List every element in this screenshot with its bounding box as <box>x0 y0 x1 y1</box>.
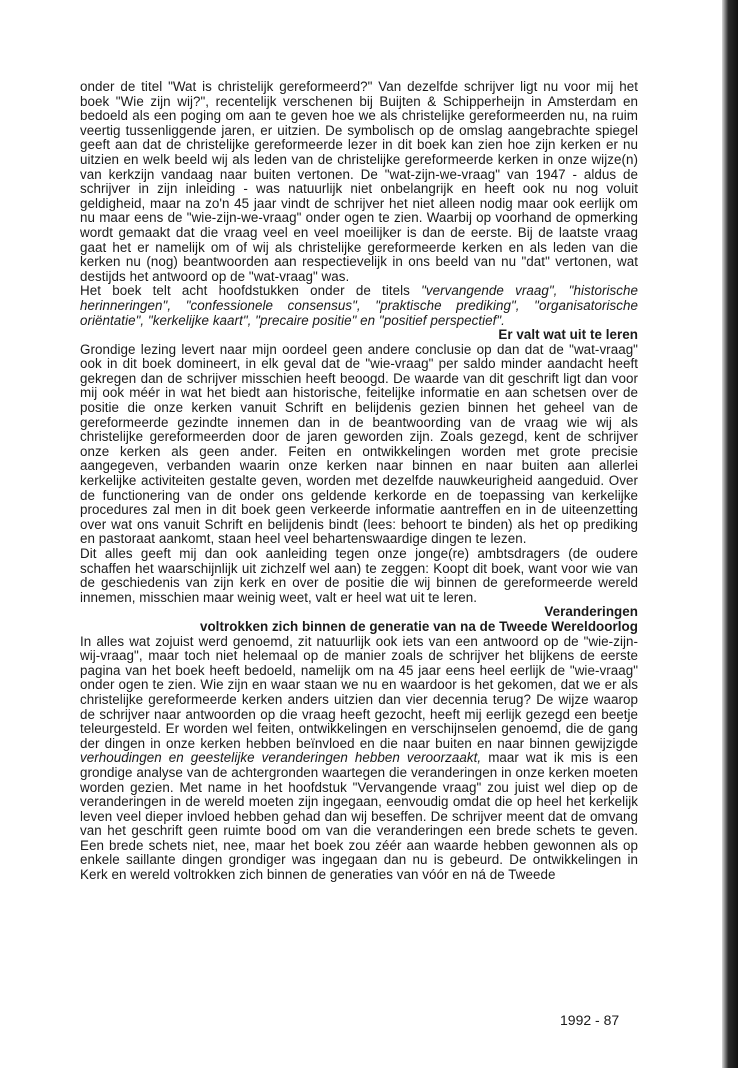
paragraph-2 <box>80 284 638 328</box>
paragraph-4: Dit alles geeft mij dan ook aanleiding tegen onze jonge(re) ambtsdragers (de oudere schaffen het waarschijnlijk uit zichzelf wel aan) te zeggen: Koopt dit boek, want voor wie van de geschiedenis van zijn kerk en over de positie die wij binnen de gereformeerde wereld innemen, misschien maar weinig weet, valt er heel wat uit te leren. <box>80 546 638 605</box>
page-footer: 1992 - 87 <box>560 1012 620 1028</box>
paragraph-1: onder de titel "Wat is christelijk gereformeerd?" Van dezelfde schrijver ligt nu voor mij het boek "Wie zijn wij?", recentelijk verschenen bij Buijten & Schipperheijn in Amsterdam en bedoeld als een poging om aan te geven hoe we als christelijke gereformeerden nu, na ruim veertig tussenliggende jaren, er uitzien. De symbolisch op de omslag aangebrachte spiegel geeft aan dat de christelijke gereformeerde lezer in dit boek kan zien hoe zijn kerken er nu uitzien en welk beeld wij als leden van de christelijke gereformeerde kerken in onze wijze(n) van kerkzijn vandaag naar buiten vertonen. De "wat-zijn-we-vraag" van 1947 - aldus de schrijver in zijn inleiding - was natuurlijk niet onbelangrijk en heeft ook nu nog voluit geldigheid, maar na zo'n 45 jaar vindt de schrijver het niet alleen nodig maar ook eerlijk om nu maar eens de "wie-zijn-we-vraag" onder ogen te zien. Waarbij op voorhand de opmerking wordt gemaakt dat die vraag veel en veel moeilijker is dan de eerste. Bij de laatste vraag gaat het er namelijk om of wij als christelijke gereformeerde kerken en als leden van die kerken nu (nog) beantwoorden aan respectievelijk in ons beeld van nu "dat" vertonen, wat destijds het antwoord op de "wat-vraag" was. <box>80 79 638 284</box>
section-heading-2b: voltrokken zich binnen de generatie van na de Tweede Wereldoorlog <box>199 618 638 634</box>
paragraph-3: Grondige lezing levert naar mijn oordeel geen andere conclusie op dan dat de "wat-vraag" ook in dit boek domineert, in elk geval dat de "wie-vraag" per saldo minder aandacht heeft gekregen dan de schrijver misschien heeft beoogd. De waarde van dit geschrift ligt dan voor mij ook méér in wat het biedt aan historische, feitelijke informatie en aan schetsen over de positie die onze kerken vanuit Schrift en belijdenis gezien binnen het geheel van de gereformeerde gezindte innemen dan in de beantwoording van de vraag wie wij als christelijke gereformeerden door de jaren geworden zijn. Zoals gezegd, kent de schrijver onze kerken als geen ander. Feiten en ontwikkelingen worden met grote precisie aangegeven, verbanden waarin onze kerken naar binnen en naar buiten aan allerlei kerkelijke activiteiten gestalte geven, worden met dezelfde nauwkeurigheid aangeduid. Over de functionering van de onder ons geldende kerkorde en de toepassing van kerkelijke procedures zal men in dit boek geen verkeerde informatie aantreffen en in de uiteenzetting over wat ons vanuit Schrift en belijdenis bindt (lees: behoort te binden) als het op prediking en pastoraat aankomt, staan heel veel behartenswaardige dingen te lezen. <box>80 341 638 547</box>
section-heading-1: Er valt wat uit te leren <box>498 327 638 343</box>
paragraph-5 <box>80 635 638 883</box>
page-binding-edge <box>722 0 738 1068</box>
section-heading-2a: Veranderingen <box>544 604 638 620</box>
paragraph-2-intro: Het boek telt acht hoofdstukken onder de titels <box>80 283 422 299</box>
paragraph-5-italic: verhoudingen en geestelijke veranderingen hebben veroorzaakt, <box>80 750 482 766</box>
chapter-titles: "vervangende vraag", "historische herinneringen", "confessionele consensus", "praktische prediking", "organisatorische oriëntatie", "kerkelijke kaart", "precaire positie" en "positief perspectief". <box>80 283 638 328</box>
article-body <box>80 80 638 883</box>
paragraph-5-part-a: In alles wat zojuist werd genoemd, zit natuurlijk ook iets van een antwoord op de "wie-zijn-wij-vraag", maar toch niet helemaal op de manier zoals de schrijver het blijkens de eerste pagina van het boek heeft bedoeld, namelijk om na 45 jaar eens heel eerlijk de "wie-vraag" onder ogen te zien. Wie zijn en waar staan we nu en waardoor is het gekomen, dat we er als christelijke gereformeerde kerken anders uitzien dan vier decennia terug? De wijze waarop de schrijver naar antwoorden op die vraag heeft gezocht, heeft mij eerlijk gezegd een beetje teleurgesteld. Er worden wel feiten, ontwikkelingen en verschijnselen genoemd, die de gang der dingen in onze kerken hebben beïnvloed en die naar buiten en naar binnen gewijzigde <box>80 633 638 751</box>
paragraph-5-part-b: maar wat ik mis is een grondige analyse van de achtergronden waartegen die veranderingen in onze kerken moeten worden gezien. Met name in het hoofdstuk "Vervangende vraag" zou juist wel diep op de veranderingen in de wereld moeten zijn ingegaan, eenvoudig omdat die op heel het kerkelijk leven veel dieper invloed hebben gehad dan wij beseffen. De schrijver meent dat de omvang van het geschrift geen ruimte bood om van die veranderingen een brede schets te geven. Een brede schets niet, nee, maar het boek zou zéér aan waarde hebben gewonnen als op enkele saillante dingen grondiger was ingegaan dan nu is gebeurd. De ontwikkelingen in Kerk en wereld voltrokken zich binnen de generaties van vóór en ná de Tweede <box>80 750 638 883</box>
